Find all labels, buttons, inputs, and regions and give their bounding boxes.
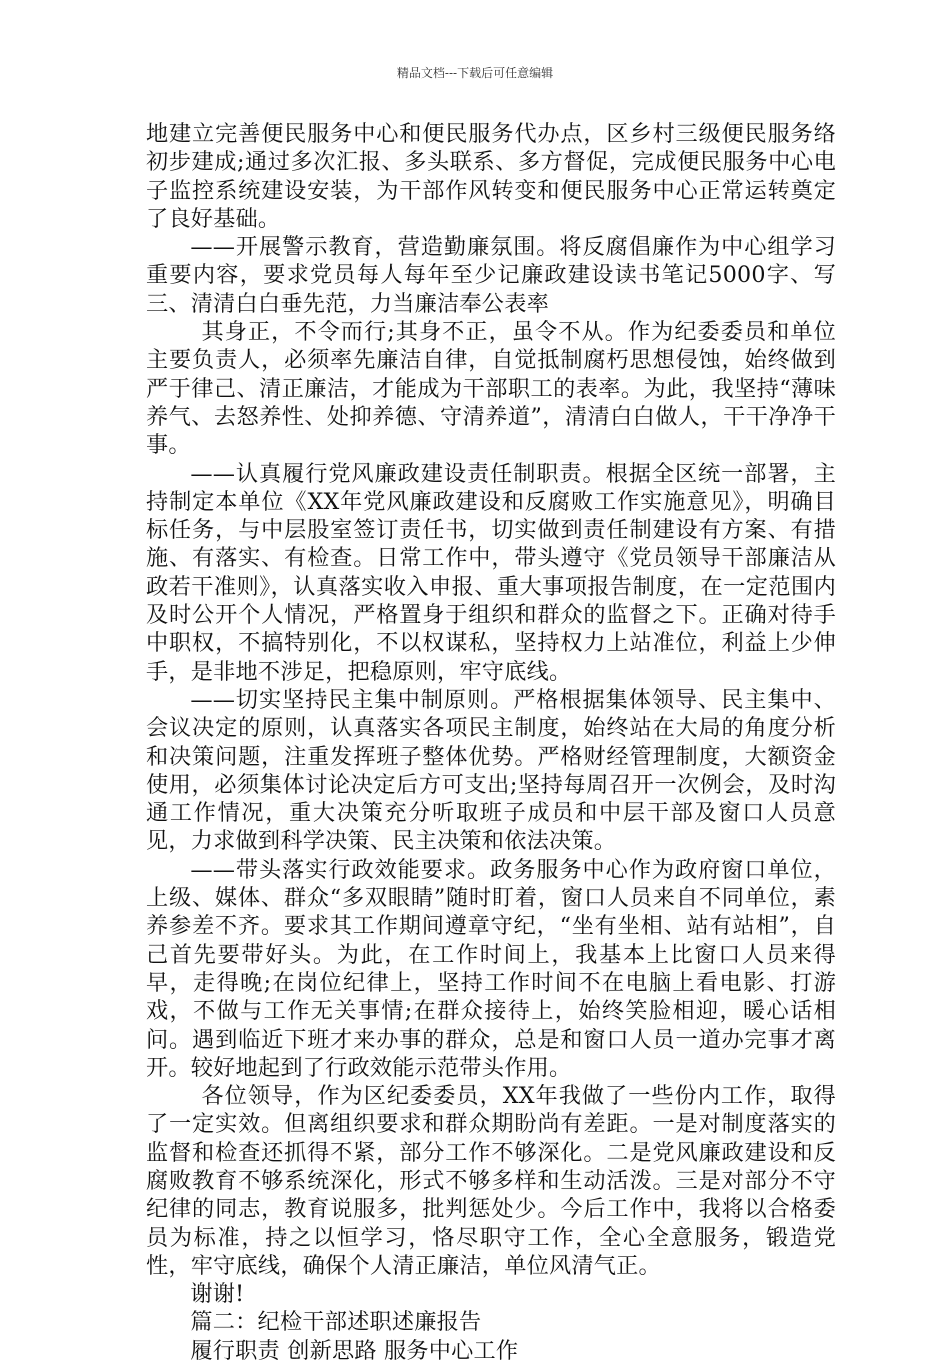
paragraph-2: ——开展警示教育，营造勤廉氛围。将反腐倡廉作为中心组学习重要内容，要求党员每人每年至少记廉政建设读书笔记5000字、写三、清清白白垂先范，力当廉洁奉公表率 — [146, 234, 836, 317]
paragraph-1: 地建立完善便民服务中心和便民服务代办点，区乡村三级便民服务络初步建成;通过多次汇报、多头联系、多方督促，完成便民服务中心电子监控系统建设安装，为干部作风转变和便民服务中心正常运转奠定了良好基础。 — [146, 121, 836, 232]
paragraph-7: 各位领导，作为区纪委委员，XX年我做了一些份内工作，取得了一定实效。但离组织要求和群众期盼尚有差距。一是对制度落实的监督和检查还抓得不紧，部分工作不够深化。二是党风廉政建设和反腐败教育不够系统深化，形式不够多样和生动活泼。三是对部分不守纪律的同志，教育说服多，批判惩处少。今后工作中，我将以合格委员为标准，持之以恒学习，恪尽职守工作，全心全意服务，锻造党性，牢守底线，确保个人清正廉洁，单位风清气正。 — [146, 1083, 836, 1279]
paragraph-6: ——带头落实行政效能要求。政务服务中心作为政府窗口单位，上级、媒体、群众“多双眼睛”随时盯着，窗口人员来自不同单位，素养参差不齐。要求其工作期间遵章守纪，“坐有坐相、站有站相”，自己首先要带好头。为此，在工作时间上，我基本上比窗口人员来得早，走得晚;在岗位纪律上，坚持工作时间不在电脑上看电影、打游戏，不做与工作无关事情;在群众接待上，始终笑脸相迎，暖心话相问。遇到临近下班才来办事的群众，总是和窗口人员一道办完事才离开。较好地起到了行政效能示范带头作用。 — [146, 856, 836, 1081]
section-subtitle: 履行职责 创新思路 服务中心工作 — [190, 1337, 519, 1364]
paragraph-4: ——认真履行党风廉政建设责任制职责。根据全区统一部署，主持制定本单位《XX年党风廉政建设和反腐败工作实施意见》，明确目标任务，与中层股室签订责任书，切实做到责任制建设有方案、有措施、有落实、有检查。日常工作中，带头遵守《党员领导干部廉洁从政若干准则》，认真落实收入申报、重大事项报告制度，在一定范围内及时公开个人情况，严格置身于组织和群众的监督之下。正确对待手中职权，不搞特别化，不以权谋私，坚持权力上站准位，利益上少伸手，是非地不涉足，把稳原则，牢守底线。 — [146, 460, 836, 685]
paragraph-5: ——切实坚持民主集中制原则。严格根据集体领导、民主集中、会议决定的原则，认真落实各项民主制度，始终站在大局的角度分析和决策问题，注重发挥班子整体优势。严格财经管理制度，大额资金使用，必须集体讨论决定后方可支出;坚持每周召开一次例会，及时沟通工作情况，重大决策充分听取班子成员和中层干部及窗口人员意见，力求做到科学决策、民主决策和依法决策。 — [146, 686, 836, 855]
page-header: 精品文档---下载后可任意编辑 — [396, 66, 554, 80]
paragraph-8: 谢谢! — [190, 1281, 245, 1308]
paragraph-3: 其身正，不令而行;其身不正，虽令不从。作为纪委委员和单位主要负责人，必须率先廉洁自律，自觉抵制腐朽思想侵蚀，始终做到严于律己、清正廉洁，才能成为干部职工的表率。为此，我坚持“薄味养气、去怒养性、处抑养德、守清养道”，清清白白做人，干干净净干事。 — [146, 319, 836, 459]
document-body — [146, 120, 836, 1365]
section-title: 篇二：纪检干部述职述廉报告 — [190, 1309, 482, 1336]
